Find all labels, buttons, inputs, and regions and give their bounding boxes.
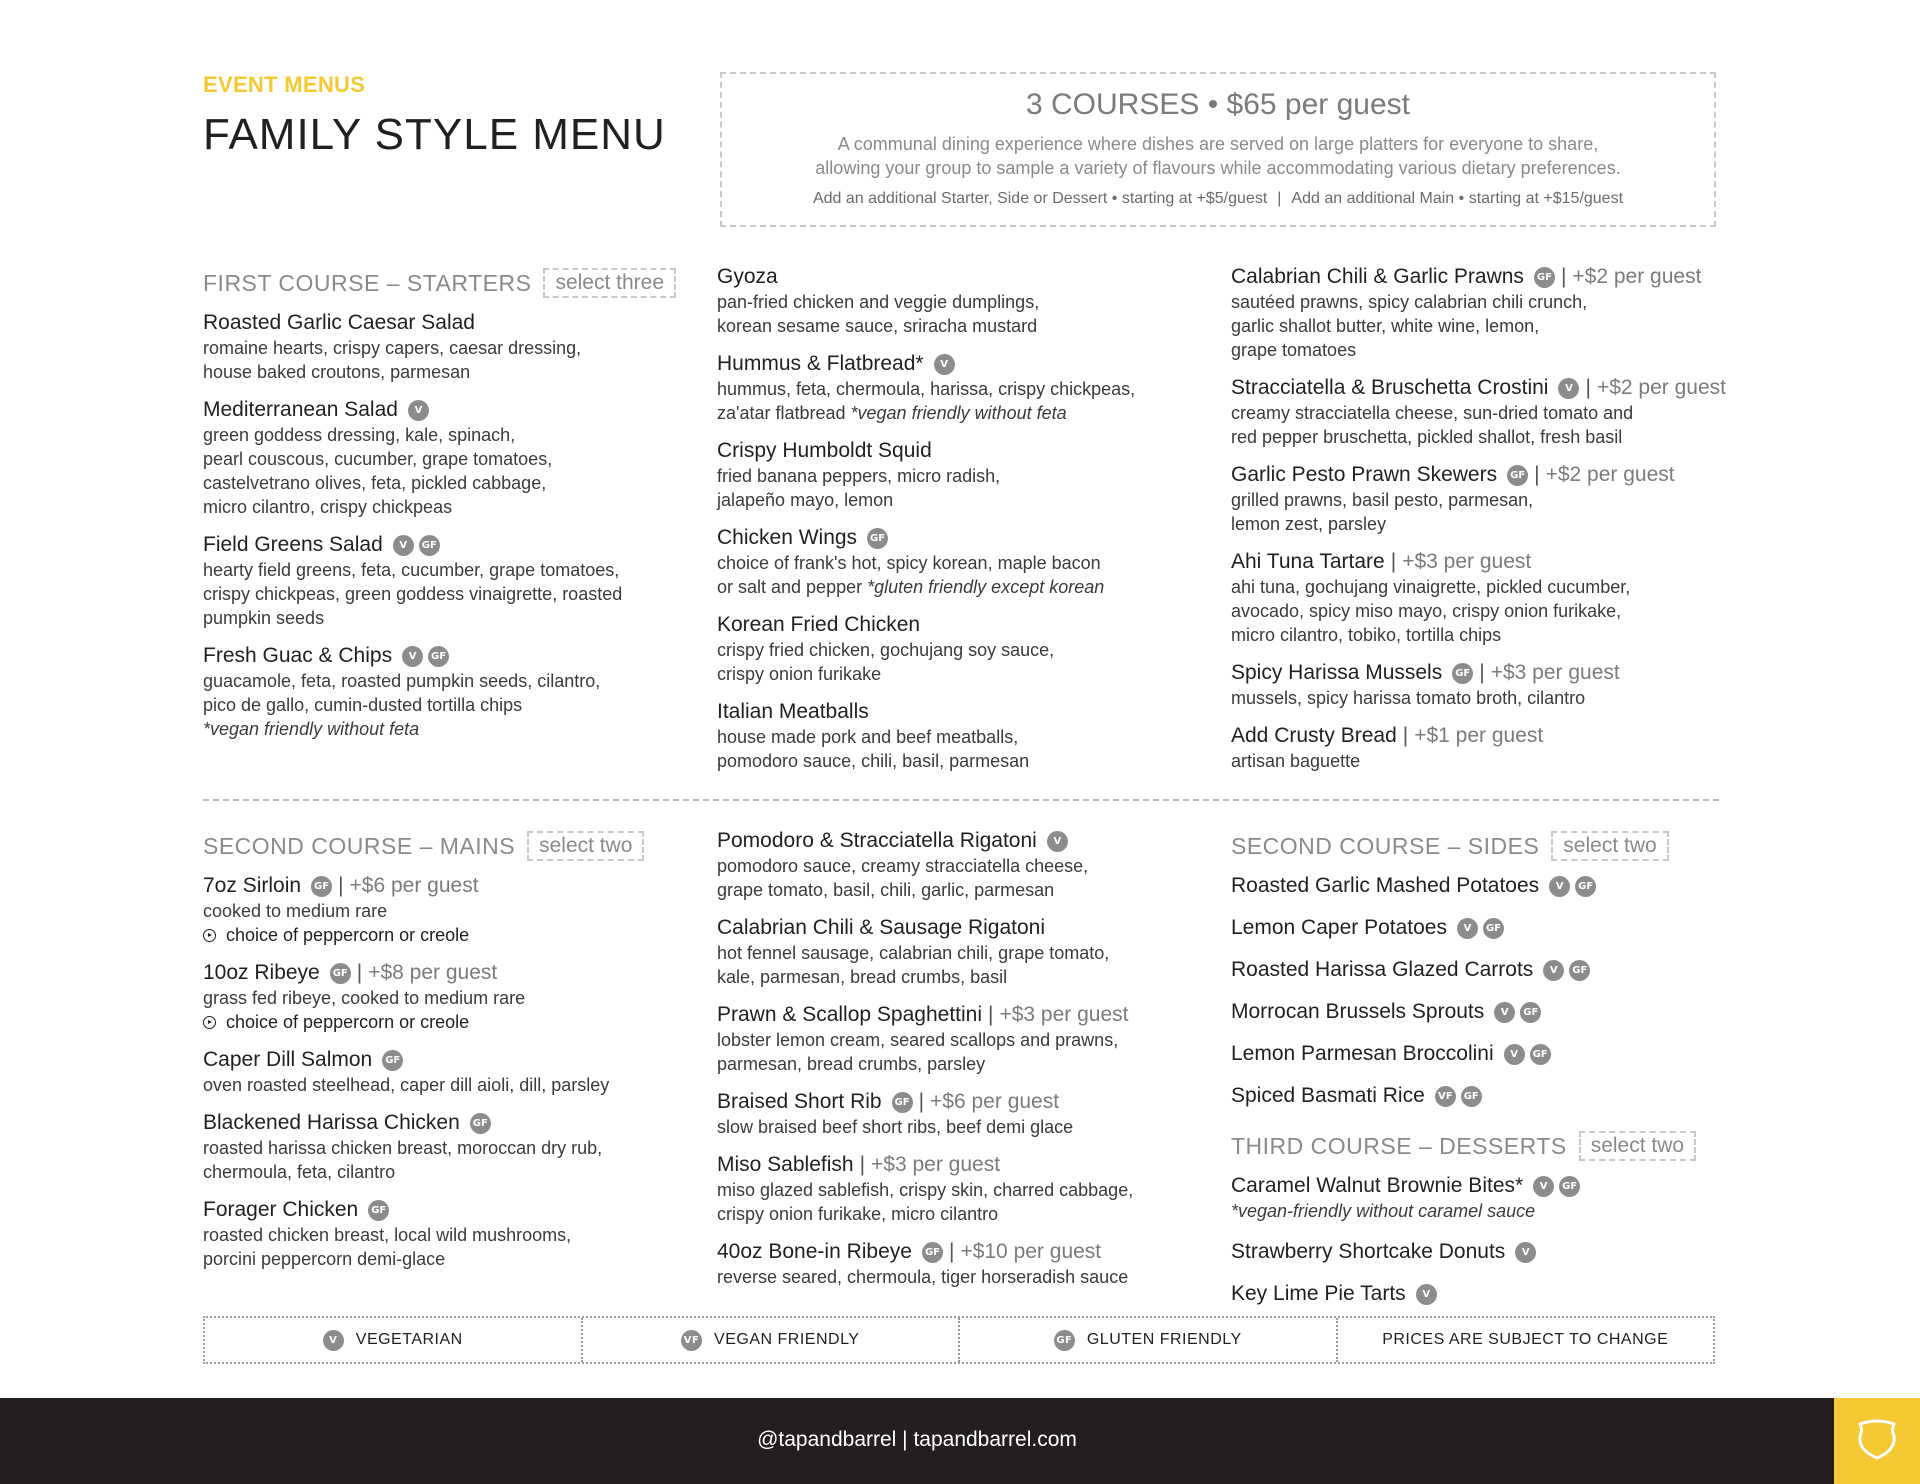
gluten-friendly-badge-icon: GF [867, 528, 888, 549]
starters-header [203, 266, 703, 300]
item-description: reverse seared, chermoula, tiger horseradish sauce [717, 1267, 1129, 1287]
section-title: THIRD COURSE – DESSERTS [1231, 1132, 1567, 1159]
menu-item-list [1231, 264, 1791, 773]
item-name: Add Crusty Bread [1231, 724, 1397, 747]
gluten-friendly-badge-icon: GF [311, 876, 332, 897]
gluten-friendly-badge-icon: GF [1530, 1044, 1551, 1065]
brand-logo-block [1834, 1398, 1920, 1484]
menu-item-chicken-wings [717, 525, 1217, 599]
vegetarian-badge-icon: V [1549, 876, 1570, 897]
item-description: pomodoro sauce, chili, basil, parmesan [717, 751, 1030, 771]
item-name-row [203, 397, 703, 423]
item-description: oven roasted steelhead, caper dill aioli, dill, parsley [203, 1075, 610, 1095]
gluten-friendly-badge-icon: GF [1507, 465, 1528, 486]
item-description [717, 575, 1217, 599]
item-sauce-choice [203, 1010, 703, 1034]
vegetarian-badge-icon: V [1457, 918, 1478, 939]
menu-item-key-lime-pie-tarts [1231, 1281, 1731, 1307]
item-name-row [717, 351, 1217, 377]
vegetarian-badge-icon: V [1504, 1044, 1525, 1065]
item-description-tail: za'atar flatbread [717, 403, 851, 423]
section-title: SECOND COURSE – MAINS [203, 832, 516, 859]
desserts-header [1231, 1129, 1731, 1163]
select-count-tag: select three [543, 268, 676, 298]
event-menus-eyebrow: EVENT MENUS [203, 72, 366, 97]
item-description: grape tomato, basil, chili, garlic, parmesan [717, 880, 1055, 900]
vegetarian-badge-icon: V [393, 535, 414, 556]
item-description: artisan baguette [1231, 751, 1361, 771]
menu-item-spicy-harissa-mussels [1231, 660, 1791, 710]
item-dietary-note: *vegan-friendly without caramel sauce [1231, 1201, 1536, 1221]
vegetarian-badge-icon: V [1047, 831, 1068, 852]
item-sauce-choice [203, 923, 703, 947]
legend-label: GLUTEN FRIENDLY [1086, 1331, 1242, 1348]
item-description: pomodoro sauce, creamy stracciatella cheese, [717, 856, 1089, 876]
menu-item-miso-sablefish [717, 1152, 1217, 1226]
legend-vegetarian [205, 1318, 583, 1362]
gluten-friendly-badge-icon: GF [1461, 1086, 1482, 1107]
vegetarian-badge-icon: V [1416, 1284, 1437, 1305]
item-name: Morrocan Brussels Sprouts [1231, 1000, 1485, 1023]
item-surcharge: | +$2 per guest [1528, 462, 1674, 488]
menu-item-roasted-garlic-caesar-salad [203, 310, 703, 384]
item-name: Italian Meatballs [717, 700, 869, 723]
vegan-friendly-badge-icon: VF [681, 1330, 702, 1351]
item-description: creamy stracciatella cheese, sun-dried tomato and [1231, 403, 1634, 423]
item-description: chermoula, feta, cilantro [203, 1162, 396, 1182]
section-divider [203, 799, 1719, 801]
description-line: allowing your group to sample a variety of flavours while accommodating various dietary preferences. [815, 158, 1621, 178]
item-description: choice of frank's hot, spicy korean, maple bacon [717, 553, 1101, 573]
menu-item-list [717, 828, 1217, 1289]
menu-item-garlic-pesto-prawn-skewers [1231, 462, 1791, 536]
item-surcharge: | +$1 per guest [1397, 723, 1543, 749]
item-name-row [203, 643, 703, 669]
sides-desserts-column [1231, 829, 1731, 1323]
item-name-row [203, 1047, 703, 1073]
item-name: Fresh Guac & Chips [203, 644, 393, 667]
item-name: Caper Dill Salmon [203, 1048, 373, 1071]
item-name-row [1231, 1041, 1731, 1067]
item-description: pumpkin seeds [203, 608, 325, 628]
mains-column-2 [717, 828, 1217, 1302]
item-name-row [717, 438, 1217, 464]
legend-price-notice [1338, 1318, 1714, 1362]
item-name-row [1231, 1281, 1731, 1307]
vegetarian-badge-icon: V [402, 646, 423, 667]
item-name-row [1231, 1173, 1731, 1199]
item-description: crispy chickpeas, green goddess vinaigrette, roasted [203, 584, 623, 604]
menu-item-roasted-harissa-glazed-carrots [1231, 957, 1731, 983]
item-name-row [1231, 462, 1791, 488]
menu-item-field-greens-salad [203, 532, 703, 630]
menu-item-italian-meatballs [717, 699, 1217, 773]
footer-social-links[interactable]: @tapandbarrel | tapandbarrel.com [757, 1428, 1077, 1451]
gluten-friendly-badge-icon: GF [368, 1200, 389, 1221]
starters-column-1 [203, 266, 703, 754]
item-description: guacamole, feta, roasted pumpkin seeds, cilantro, [203, 671, 601, 691]
gluten-friendly-badge-icon: GF [382, 1050, 403, 1071]
item-surcharge: | +$6 per guest [332, 873, 478, 899]
item-name: Roasted Garlic Mashed Potatoes [1231, 874, 1540, 897]
dietary-legend [203, 1316, 1715, 1364]
legend-vegan-friendly [583, 1318, 961, 1362]
item-name-row [1231, 549, 1791, 575]
item-description: crispy fried chicken, gochujang soy sauce, [717, 640, 1055, 660]
menu-item-list [1231, 873, 1731, 1109]
gluten-friendly-badge-icon: GF [1559, 1176, 1580, 1197]
item-name-row [717, 1089, 1217, 1115]
item-name: Gyoza [717, 265, 778, 288]
menu-item-blackened-harissa-chicken [203, 1110, 703, 1184]
item-description [717, 401, 1217, 425]
menu-item-7oz-sirloin [203, 873, 703, 947]
item-dietary-note: *vegan friendly without feta [203, 719, 420, 739]
vegetarian-badge-icon: V [1533, 1176, 1554, 1197]
item-surcharge: | +$3 per guest [1473, 660, 1619, 686]
menu-item-braised-short-rib [717, 1089, 1217, 1139]
menu-item-hummus-flatbread [717, 351, 1217, 425]
addon-separator: | [1277, 190, 1282, 207]
item-name: Calabrian Chili & Garlic Prawns [1231, 265, 1524, 288]
item-name: Braised Short Rib [717, 1090, 882, 1113]
item-description: roasted chicken breast, local wild mushrooms, [203, 1225, 572, 1245]
menu-item-10oz-ribeye [203, 960, 703, 1034]
item-name: Lemon Caper Potatoes [1231, 916, 1447, 939]
item-name-row [203, 310, 703, 336]
item-name: Miso Sablefish [717, 1153, 854, 1176]
gluten-friendly-badge-icon: GF [428, 646, 449, 667]
legend-label: VEGETARIAN [355, 1331, 463, 1348]
item-description: lobster lemon cream, seared scallops and prawns, [717, 1030, 1119, 1050]
menu-item-list [203, 310, 703, 741]
item-description: jalapeño mayo, lemon [717, 490, 894, 510]
item-name: Crispy Humboldt Squid [717, 439, 932, 462]
item-description: hummus, feta, chermoula, harissa, crispy chickpeas, [717, 379, 1136, 399]
gluten-friendly-badge-icon: GF [1569, 960, 1590, 981]
menu-item-lemon-parmesan-broccolini [1231, 1041, 1731, 1067]
menu-item-fresh-guac-chips [203, 643, 703, 741]
gluten-friendly-badge-icon: GF [1575, 876, 1596, 897]
menu-item-stracciatella-bruschetta-crostini [1231, 375, 1791, 449]
gluten-friendly-badge-icon: GF [1534, 267, 1555, 288]
starters-column-2 [717, 264, 1217, 786]
item-description: green goddess dressing, kale, spinach, [203, 425, 516, 445]
menu-item-roasted-garlic-mashed-potatoes [1231, 873, 1731, 899]
item-name: Roasted Harissa Glazed Carrots [1231, 958, 1534, 981]
menu-item-caramel-walnut-brownie-bites [1231, 1173, 1731, 1223]
item-surcharge: | +$6 per guest [913, 1089, 1059, 1115]
gluten-friendly-badge-icon: GF [1452, 663, 1473, 684]
menu-item-list [203, 873, 703, 1271]
item-name-row [1231, 375, 1791, 401]
addons-line [722, 190, 1714, 208]
item-name-row [203, 960, 703, 986]
pricing-box [720, 72, 1716, 227]
sides-header [1231, 829, 1731, 863]
item-name-row [1231, 915, 1731, 941]
gluten-friendly-badge-icon: GF [892, 1092, 913, 1113]
courses-price: 3 COURSES • $65 per guest [1025, 88, 1411, 121]
item-description: miso glazed sablefish, crispy skin, charred cabbage, [717, 1180, 1134, 1200]
legend-label: PRICES ARE SUBJECT TO CHANGE [1382, 1331, 1669, 1348]
item-name: 10oz Ribeye [203, 961, 320, 984]
item-description: korean sesame sauce, sriracha mustard [717, 316, 1038, 336]
addon-starter-side-dessert: Add an additional Starter, Side or Dessert • starting at +$5/guest [812, 190, 1268, 207]
item-description: hearty field greens, feta, cucumber, grape tomatoes, [203, 560, 620, 580]
menu-item-forager-chicken [203, 1197, 703, 1271]
item-description: grilled prawns, basil pesto, parmesan, [1231, 490, 1534, 510]
sauce-choice-text: choice of peppercorn or creole [226, 1012, 470, 1032]
item-name: Prawn & Scallop Spaghettini [717, 1003, 982, 1026]
item-description: kale, parmesan, bread crumbs, basil [717, 967, 1008, 987]
item-name: Spiced Basmati Rice [1231, 1084, 1425, 1107]
item-description: porcini peppercorn demi-glace [203, 1249, 446, 1269]
item-name: Forager Chicken [203, 1198, 359, 1221]
gluten-friendly-badge-icon: GF [922, 1242, 943, 1263]
legend-label: VEGAN FRIENDLY [714, 1331, 860, 1348]
item-dietary-note: *gluten friendly except korean [867, 577, 1105, 597]
gluten-friendly-badge-icon: GF [330, 963, 351, 984]
menu-item-strawberry-shortcake-donuts [1231, 1239, 1731, 1265]
item-description: castelvetrano olives, feta, pickled cabbage, [203, 473, 547, 493]
item-name: Caramel Walnut Brownie Bites* [1231, 1174, 1524, 1197]
item-name: 7oz Sirloin [203, 874, 302, 897]
mains-header [203, 829, 703, 863]
item-description: slow braised beef short ribs, beef demi glace [717, 1117, 1074, 1137]
vegetarian-badge-icon: V [323, 1330, 344, 1351]
item-description: lemon zest, parsley [1231, 514, 1387, 534]
item-description: garlic shallot butter, white wine, lemon, [1231, 316, 1540, 336]
menu-item-add-crusty-bread [1231, 723, 1791, 773]
vegetarian-badge-icon: V [1558, 378, 1579, 399]
item-name-row [203, 1197, 703, 1223]
item-name-row [1231, 264, 1791, 290]
vegetarian-badge-icon: V [934, 354, 955, 375]
item-description: red pepper bruschetta, pickled shallot, fresh basil [1231, 427, 1623, 447]
item-description: mussels, spicy harissa tomato broth, cilantro [1231, 688, 1586, 708]
vegetarian-badge-icon: V [1494, 1002, 1515, 1023]
item-description: crispy onion furikake, micro cilantro [717, 1204, 999, 1224]
item-description: micro cilantro, tobiko, tortilla chips [1231, 625, 1502, 645]
gluten-friendly-badge-icon: GF [419, 535, 440, 556]
menu-item-list [717, 264, 1217, 773]
starters-column-3 [1231, 264, 1791, 786]
item-name: Spicy Harissa Mussels [1231, 661, 1443, 684]
item-description: pico de gallo, cumin-dusted tortilla chips [203, 695, 523, 715]
item-name-row [717, 1239, 1217, 1265]
item-name-row [717, 1152, 1217, 1178]
item-name-row [1231, 1083, 1731, 1109]
item-description: avocado, spicy miso mayo, crispy onion furikake, [1231, 601, 1622, 621]
shield-icon [1854, 1416, 1900, 1467]
item-dietary-note: *vegan friendly without feta [850, 403, 1067, 423]
item-name-row [717, 915, 1217, 941]
footer-bar [0, 1398, 1920, 1484]
item-description: hot fennel sausage, calabrian chili, grape tomato, [717, 943, 1110, 963]
menu-item-list [1231, 1173, 1731, 1307]
item-name: Pomodoro & Stracciatella Rigatoni [717, 829, 1037, 852]
description-line: A communal dining experience where dishes are served on large platters for everyone to share, [837, 134, 1599, 154]
item-name-row [717, 264, 1217, 290]
item-name-row [1231, 873, 1731, 899]
vegetarian-badge-icon: V [408, 400, 429, 421]
gluten-friendly-badge-icon: GF [470, 1113, 491, 1134]
section-title: SECOND COURSE – SIDES [1231, 832, 1540, 859]
item-name: Mediterranean Salad [203, 398, 398, 421]
item-description: roasted harissa chicken breast, moroccan dry rub, [203, 1138, 603, 1158]
menu-item-lemon-caper-potatoes [1231, 915, 1731, 941]
section-title: FIRST COURSE – STARTERS [203, 269, 532, 296]
item-name-row [203, 873, 703, 899]
menu-item-spiced-basmati-rice [1231, 1083, 1731, 1109]
item-name: 40oz Bone-in Ribeye [717, 1240, 912, 1263]
item-name: Blackened Harissa Chicken [203, 1111, 460, 1134]
item-description: fried banana peppers, micro radish, [717, 466, 1001, 486]
legend-gluten-friendly [960, 1318, 1338, 1362]
item-description: grass fed ribeye, cooked to medium rare [203, 988, 526, 1008]
menu-item-crispy-humboldt-squid [717, 438, 1217, 512]
item-description: cooked to medium rare [203, 901, 388, 921]
menu-item-mediterranean-salad [203, 397, 703, 519]
item-name-row [717, 699, 1217, 725]
mains-column-1 [203, 829, 703, 1284]
item-name: Key Lime Pie Tarts [1231, 1282, 1406, 1305]
vegan-friendly-badge-icon: VF [1435, 1086, 1456, 1107]
select-count-tag: select two [1579, 1131, 1696, 1161]
menu-item-prawn-scallop-spaghettini [717, 1002, 1217, 1076]
pricing-description [722, 132, 1714, 180]
item-surcharge: | +$2 per guest [1579, 375, 1725, 401]
vegetarian-badge-icon: V [1543, 960, 1564, 981]
item-name: Lemon Parmesan Broccolini [1231, 1042, 1494, 1065]
menu-item-korean-fried-chicken [717, 612, 1217, 686]
item-name-row [1231, 957, 1731, 983]
item-name: Korean Fried Chicken [717, 613, 921, 636]
item-name: Strawberry Shortcake Donuts [1231, 1240, 1506, 1263]
item-name-row [1231, 999, 1731, 1025]
menu-item-gyoza [717, 264, 1217, 338]
vegetarian-badge-icon: V [1515, 1242, 1536, 1263]
item-name: Roasted Garlic Caesar Salad [203, 311, 475, 334]
page-title: FAMILY STYLE MENU [203, 110, 666, 159]
item-surcharge: | +$10 per guest [943, 1239, 1101, 1265]
item-description: parmesan, bread crumbs, parsley [717, 1054, 986, 1074]
item-surcharge: | +$3 per guest [854, 1152, 1000, 1178]
item-name-row [717, 612, 1217, 638]
item-description: ahi tuna, gochujang vinaigrette, pickled cucumber, [1231, 577, 1631, 597]
item-description: pearl couscous, cucumber, grape tomatoes, [203, 449, 553, 469]
arrow-circle-icon [203, 929, 216, 942]
item-description: house made pork and beef meatballs, [717, 727, 1019, 747]
item-surcharge: | +$2 per guest [1555, 264, 1701, 290]
item-name: Hummus & Flatbread* [717, 352, 924, 375]
item-description: grape tomatoes [1231, 340, 1357, 360]
item-name-row [203, 532, 703, 558]
item-name: Calabrian Chili & Sausage Rigatoni [717, 916, 1046, 939]
item-description: micro cilantro, crispy chickpeas [203, 497, 453, 517]
sauce-choice-text: choice of peppercorn or creole [226, 925, 470, 945]
menu-item-calabrian-chili-garlic-prawns [1231, 264, 1791, 362]
item-name: Chicken Wings [717, 526, 858, 549]
gluten-friendly-badge-icon: GF [1054, 1330, 1075, 1351]
item-description: sautéed prawns, spicy calabrian chili crunch, [1231, 292, 1588, 312]
addon-main: Add an additional Main • starting at +$15/guest [1291, 190, 1624, 207]
menu-item-pomodoro-stracciatella-rigatoni [717, 828, 1217, 902]
select-count-tag: select two [1551, 831, 1668, 861]
item-name-row [1231, 723, 1791, 749]
item-name-row [1231, 660, 1791, 686]
item-name: Ahi Tuna Tartare [1231, 550, 1385, 573]
item-description: pan-fried chicken and veggie dumplings, [717, 292, 1040, 312]
item-name-row [717, 828, 1217, 854]
item-surcharge: | +$8 per guest [351, 960, 497, 986]
gluten-friendly-badge-icon: GF [1483, 918, 1504, 939]
item-name: Field Greens Salad [203, 533, 383, 556]
menu-item-calabrian-chili-sausage-rigatoni [717, 915, 1217, 989]
menu-item-ahi-tuna-tartare [1231, 549, 1791, 647]
menu-item-caper-dill-salmon [203, 1047, 703, 1097]
item-description: crispy onion furikake [717, 664, 882, 684]
item-name-row [203, 1110, 703, 1136]
item-name-row [1231, 1239, 1731, 1265]
item-description: romaine hearts, crispy capers, caesar dressing, [203, 338, 582, 358]
item-surcharge: | +$3 per guest [982, 1002, 1128, 1028]
menu-item-morrocan-brussels-sprouts [1231, 999, 1731, 1025]
item-description-tail: or salt and pepper [717, 577, 868, 597]
menu-item-40oz-bone-in-ribeye [717, 1239, 1217, 1289]
item-name: Garlic Pesto Prawn Skewers [1231, 463, 1498, 486]
arrow-circle-icon [203, 1016, 216, 1029]
item-name-row [717, 1002, 1217, 1028]
gluten-friendly-badge-icon: GF [1520, 1002, 1541, 1023]
select-count-tag: select two [527, 831, 644, 861]
item-description: house baked croutons, parmesan [203, 362, 471, 382]
item-name-row [717, 525, 1217, 551]
item-name: Stracciatella & Bruschetta Crostini [1231, 376, 1549, 399]
item-surcharge: | +$3 per guest [1385, 549, 1531, 575]
